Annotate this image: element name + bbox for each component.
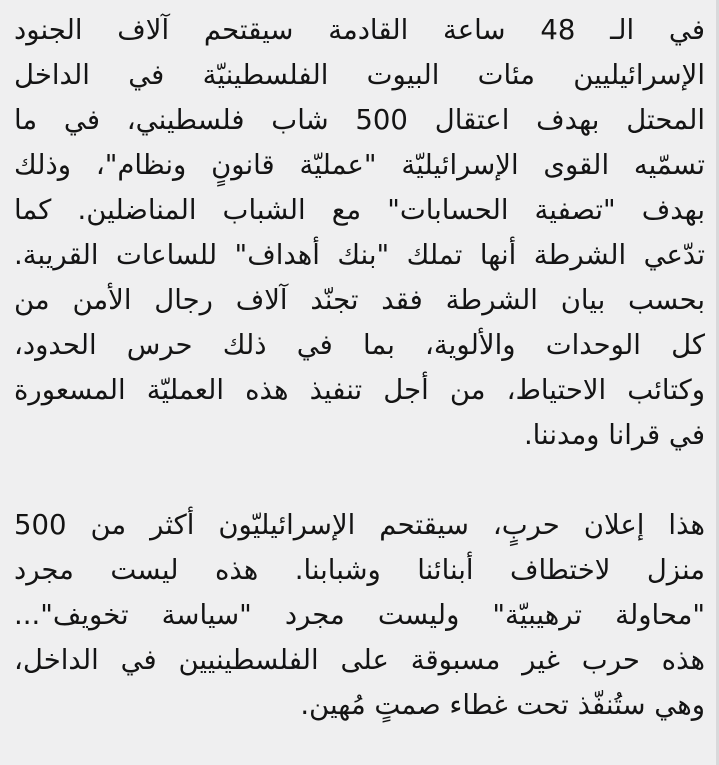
paragraph-1 [14,8,705,458]
text-line: في الـ 48 ساعة القادمة سيقتحم آلاف الجنود [14,14,705,46]
text-line: هذا إعلان حربٍ، سيقتحم الإسرائيليّون أكثر من 500 [14,509,705,541]
text-line: تسمّيه القوى الإسرائيليّة "عمليّة قانونٍ ونظام"، وذلك [14,149,705,181]
text-line: بحسب بيان الشرطة فقد تجنّد آلاف رجال الأمن من [14,284,705,316]
text-line: بهدف "تصفية الحسابات" مع الشباب المناضلين. كما [14,194,705,226]
paragraph-2 [14,503,705,728]
post-body [14,8,705,728]
text-line: المحتل بهدف اعتقال 500 شاب فلسطيني، في ما [14,104,705,136]
text-line: وهي ستُنفّذ تحت غطاء صمتٍ مُهين. [300,689,705,721]
text-line: "محاولة ترهيبيّة" وليست مجرد "سياسة تخويف"... [14,599,705,631]
text-line: منزل لاختطاف أبنائنا وشبابنا. هذه ليست مجرد [14,554,705,586]
text-line: الإسرائيليين مئات البيوت الفلسطينيّة في الداخل [14,59,705,91]
text-line: كل الوحدات والألوية، بما في ذلك حرس الحدود، [14,329,705,361]
paragraph-spacer [14,458,705,503]
text-line: هذه حرب غير مسبوقة على الفلسطينيين في الداخل، [14,644,705,676]
text-line: في قرانا ومدننا. [523,419,705,451]
text-line: وكتائب الاحتياط، من أجل تنفيذ هذه العمليّة المسعورة [14,374,705,406]
text-line: تدّعي الشرطة أنها تملك "بنك أهداف" للساعات القريبة. [14,239,705,271]
